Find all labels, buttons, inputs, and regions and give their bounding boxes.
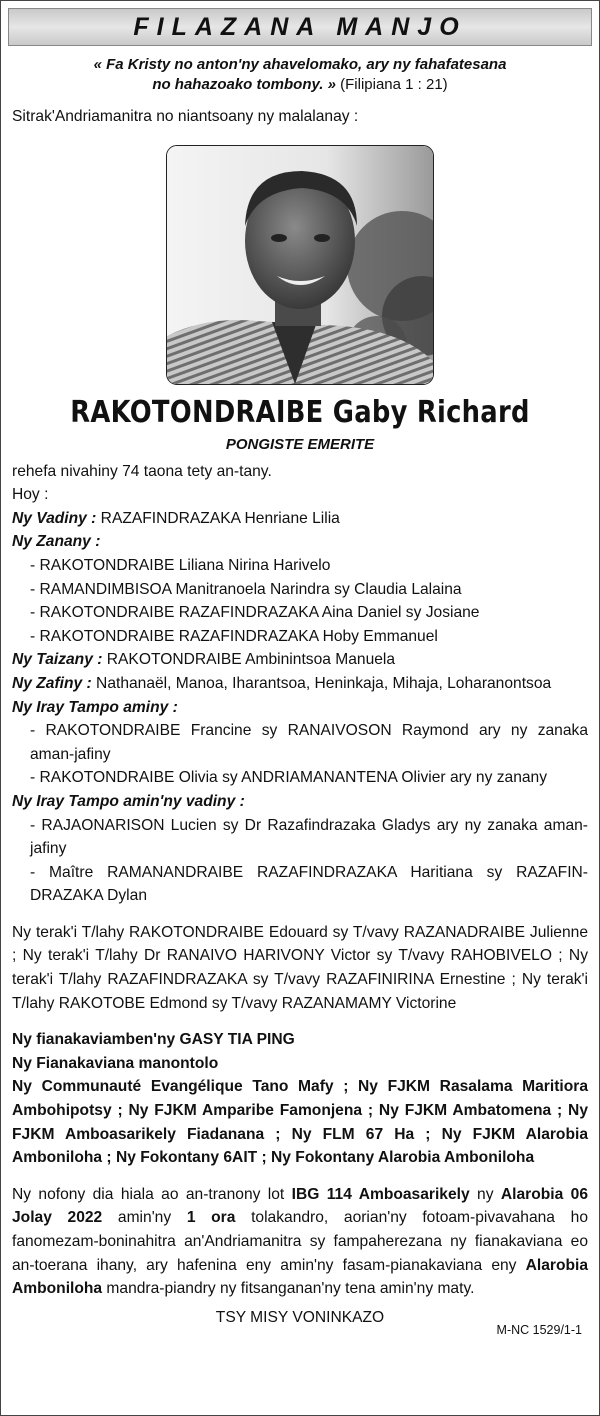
verse-reference: (Filipiana 1 : 21): [335, 76, 448, 93]
foster-name: RAKOTONDRAIBE Ambinintsoa Manuela: [102, 651, 396, 669]
funeral-paragraph: [12, 1183, 588, 1301]
sibling-item: - RAKOTONDRAIBE Olivia sy ANDRIAMANANTENA Olivier ary ny zanany: [30, 769, 548, 787]
no-flowers-note: TSY MISY VONINKAZO: [215, 1308, 385, 1326]
child-item: - RAKOTONDRAIBE RAZAFINDRAZAKA Hoby Emmanuel: [30, 627, 438, 645]
verse-line-1: « Fa Kristy no anton'ny ahavelomako, ary ny fahafatesana: [93, 56, 507, 73]
verse-line-2: no hahazoako tombony. »: [152, 76, 336, 93]
parents-paragraph: Ny terak'i T/lahy RAKOTONDRAIBE Edouard sy T/vavy RAZANADRAIBE Julienne ; Ny terak'i T/lahy Dr RANAIVO HARIVONY Victor sy T/vavy RAHOBIVELO ; Ny terak'i T/lahy RAZAFINDRAZAKA sy T/vavy RAZAFINIRINA Ernestine ; Ny terak'i T/lahy RAKOTOBE Edmond sy T/vavy RAZANAMAMY Victorine: [12, 923, 588, 1012]
funeral-text: ny: [469, 1185, 501, 1203]
family-line-2: Ny Fianakaviana manontolo: [12, 1054, 219, 1072]
deceased-title: PONGISTE EMERITE: [225, 435, 375, 453]
spouse-siblings-label: Ny Iray Tampo amin'ny vadiny :: [12, 792, 245, 810]
funeral-time: 1 ora: [186, 1209, 236, 1227]
footer: [12, 1309, 588, 1339]
spouse-name: RAZAFINDRAZAKA Henriane Lilia: [96, 509, 340, 527]
deceased-name: RAKOTONDRAIBE Gaby Richard: [70, 394, 530, 430]
grandchildren-names: Nathanaël, Manoa, Iharantsoa, Heninkaja, Mihaja, Loharanontsoa: [91, 674, 552, 692]
siblings-label: Ny Iray Tampo aminy :: [12, 698, 178, 716]
child-item: - RAMANDIMBISOA Manitranoela Narindra sy Claudia Lalaina: [30, 580, 462, 598]
child-item: - RAKOTONDRAIBE RAZAFINDRAZAKA Aina Daniel sy Josiane: [30, 604, 480, 622]
sibling-item: - RAKOTONDRAIBE Francine sy RANAIVOSON Raymond ary ny zanaka aman-jafiny: [30, 722, 588, 763]
foster-label: Ny Taizany :: [12, 651, 103, 669]
funeral-text: Ny nofony dia hiala ao an-tranony lot: [12, 1185, 292, 1203]
spouse-label: Ny Vadiny :: [12, 509, 97, 527]
funeral-location: IBG 114 Amboasarikely: [291, 1185, 470, 1203]
header-title: FILAZANA MANJO: [133, 12, 467, 41]
funeral-text: amin'ny: [102, 1209, 187, 1227]
spouse-sibling-item: - Maître RAMANANDRAIBE RAZAFINDRAZAKA Haritiana sy RAZAFIN-DRAZAKA Dylan: [30, 863, 588, 905]
funeral-date: Alarobia 06 Jolay 2022: [12, 1185, 588, 1227]
portrait-photo: [166, 145, 434, 385]
spouse-line: [12, 507, 588, 531]
child-item: - RAKOTONDRAIBE Liliana Nirina Harivelo: [30, 556, 331, 574]
children-label: Ny Zanany :: [12, 533, 101, 551]
reference-code: M-NC 1529/1-1: [496, 1322, 582, 1337]
communities-paragraph: Ny Communauté Evangélique Tano Mafy ; Ny FJKM Rasalama Maritiora Ambohipotsy ; Ny FJKM Amparibe Famonjena ; Ny FJKM Ambatomena ; Ny FJKM Amboasarikely Fiadanana ; Ny FLM 67 Ha ; Ny FJKM Alarobia Amboniloha ; Ny Fokontany 6AIT ; Ny Fokontany Alarobia Amboniloha: [12, 1078, 588, 1167]
hoy-label: Hoy :: [12, 486, 49, 504]
funeral-text: tolakandro, aorian'ny fotoam-pivavahana ho fanomezam-boninahitra an'Andriamanitra sy fampaherezana ny fianakaviana eo an-toerana ihany, ary hafenina eny amin'ny fasam-pianakaviana eny: [12, 1209, 588, 1274]
header-banner: [8, 8, 592, 46]
burial-place: Alarobia Amboniloha: [12, 1256, 588, 1298]
grandchildren-label: Ny Zafiny :: [12, 674, 92, 692]
foster-line: [12, 648, 588, 672]
spouse-sibling-item: - RAJAONARISON Lucien sy Dr Razafindrazaka Gladys ary ny zanaka aman-jafiny: [30, 816, 588, 858]
bible-verse: [12, 55, 588, 95]
intro-text: Sitrak'Andriamanitra no niantsoany ny malalanay :: [12, 108, 359, 125]
grandchildren-line: [12, 672, 588, 696]
funeral-text: mandra-piandry ny fitsanganan'ny tena amin'ny maty.: [102, 1280, 475, 1298]
family-line-1: Ny fianakaviamben'ny GASY TIA PING: [12, 1031, 295, 1049]
age-line: rehefa nivahiny 74 taona tety an-tany.: [12, 462, 272, 480]
